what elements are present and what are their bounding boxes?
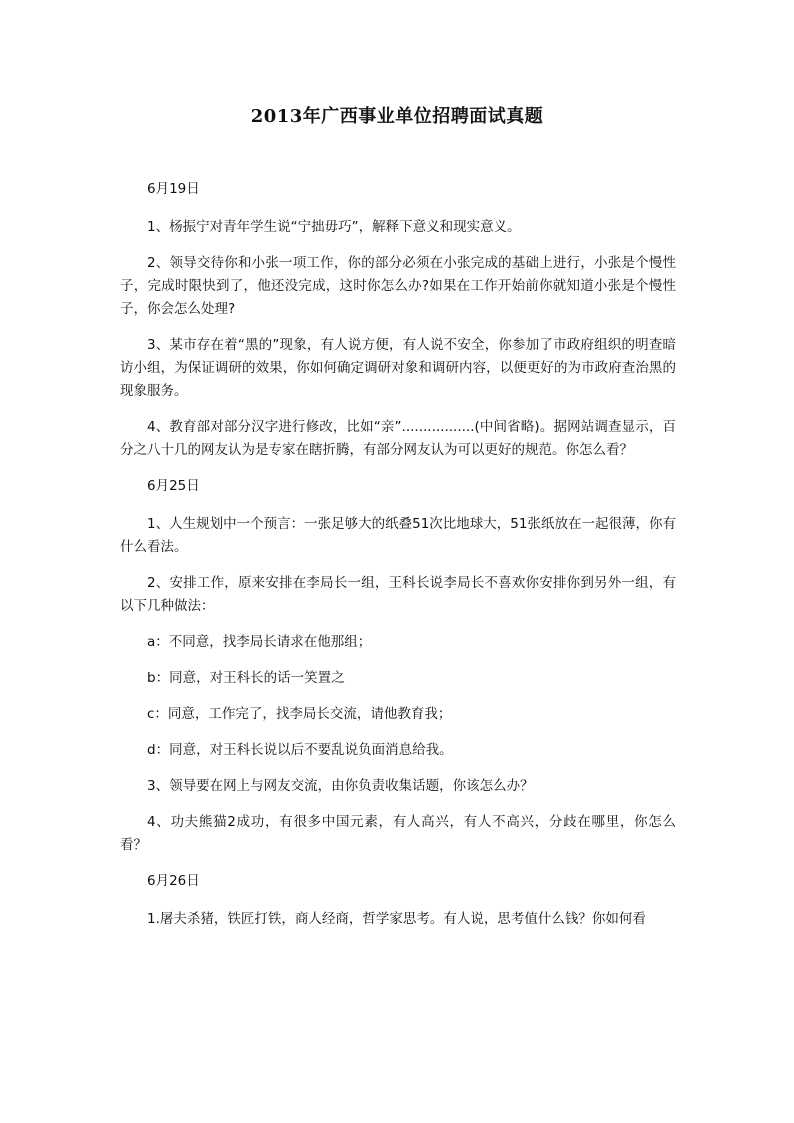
option-paragraph: d：同意，对王科长说以后不要乱说负面消息给我。 [147,742,453,758]
option-paragraph: b：同意，对王科长的话一笑置之 [147,670,345,686]
question-paragraph: 4、教育部对部分汉字进行修改，比如“亲”.................(中间省略)。据网站调查显示，百分之八十几的网友认为是专家在瞎折腾，有部分网友认为可以更好的规范。你怎么看？ [120,419,676,458]
date-heading: 6月25日 [147,478,200,494]
date-heading: 6月19日 [147,181,200,197]
question-paragraph: 2、领导交待你和小张一项工作，你的部分必须在小张完成的基础上进行，小张是个慢性子，完成时限快到了，他还没完成，这时你怎么办?如果在工作开始前你就知道小张是个慢性子，你会怎么处理? [120,255,676,317]
option-paragraph: a：不同意，找李局长请求在他那组； [147,634,372,650]
document-title: 2013年广西事业单位招聘面试真题 [250,106,544,127]
question-paragraph: 1、杨振宁对青年学生说“宁拙毋巧”，解释下意义和现实意义。 [147,219,521,235]
option-paragraph: c：同意，工作完了，找李局长交流，请他教育我； [147,706,452,722]
question-paragraph: 3、领导要在网上与网友交流，由你负责收集话题，你该怎么办？ [147,778,534,794]
date-heading: 6月26日 [147,873,200,889]
question-paragraph: 4、功夫熊猫2成功，有很多中国元素，有人高兴，有人不高兴，分歧在哪里，你怎么看？ [120,814,676,853]
question-paragraph: 2、安排工作，原来安排在李局长一组，王科长说李局长不喜欢你安排你到另外一组，有以下几种做法： [120,575,676,614]
question-paragraph: 3、某市存在着“黑的”现象，有人说方便，有人说不安全，你参加了市政府组织的明查暗访小组，为保证调研的效果，你如何确定调研对象和调研内容，以便更好的为市政府查治黑的现象服务。 [120,337,676,399]
question-paragraph: 1、人生规划中一个预言：一张足够大的纸叠51次比地球大，51张纸放在一起很薄，你有什么看法。 [120,516,676,555]
question-paragraph: 1.屠夫杀猪，铁匠打铁，商人经商，哲学家思考。有人说，思考值什么钱？你如何看 [147,911,646,927]
document-body [120,178,676,944]
